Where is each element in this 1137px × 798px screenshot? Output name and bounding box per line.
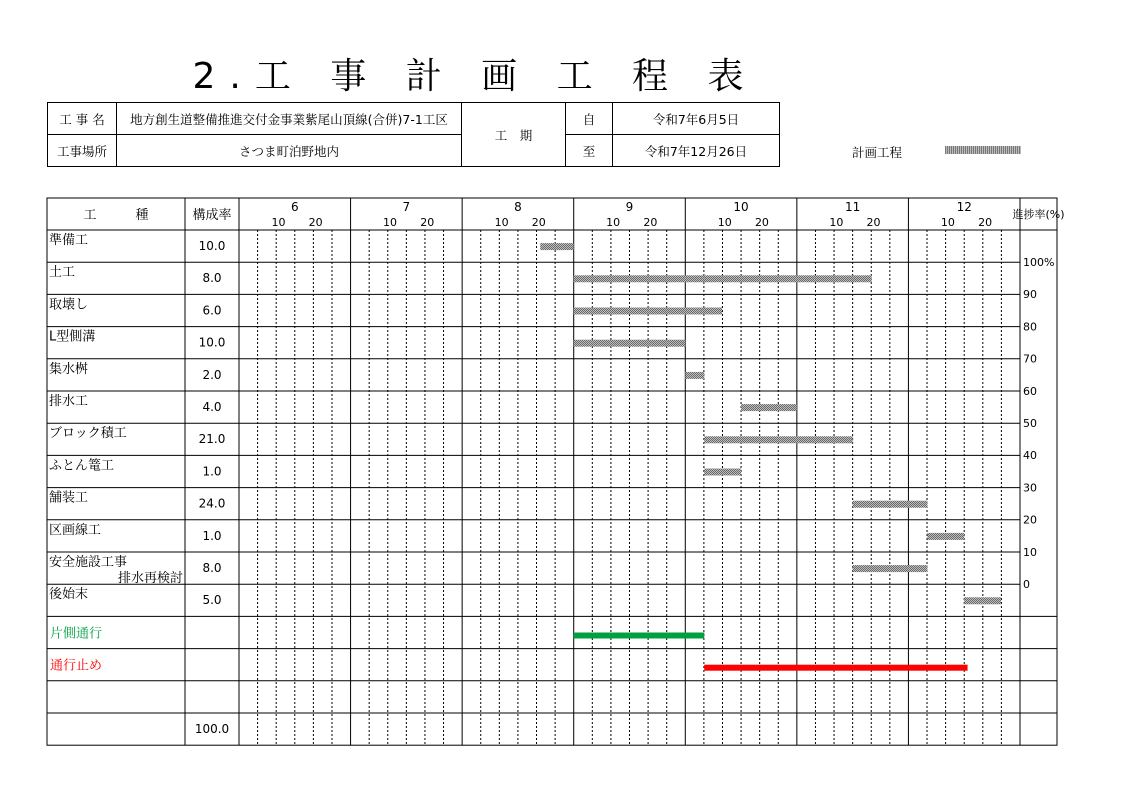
plan-bar xyxy=(853,501,928,508)
task-ratio: 4.0 xyxy=(202,400,222,414)
total-ratio: 100.0 xyxy=(194,722,230,736)
schedule-frame xyxy=(47,198,1057,745)
day-tick-7-10: 10 xyxy=(383,216,398,229)
day-tick-10-10: 10 xyxy=(717,216,732,229)
header-ratio: 構成率 xyxy=(192,208,232,223)
day-tick-11-10: 10 xyxy=(829,216,844,229)
plan-bar xyxy=(574,275,872,282)
day-tick-7-20: 20 xyxy=(420,216,435,229)
month-label-7: 7 xyxy=(402,200,411,214)
task-ratio: 1.0 xyxy=(202,464,222,479)
day-tick-11-20: 20 xyxy=(866,216,881,229)
day-tick-12-10: 10 xyxy=(940,216,955,229)
task-name: L型側溝 xyxy=(49,329,96,345)
plan-bar xyxy=(574,308,722,315)
task-ratio: 10.0 xyxy=(198,335,226,350)
project-place-value: さつま町泊野地内 xyxy=(117,135,462,167)
page-title: 2.工 事 計 画 工 程 表 xyxy=(192,56,758,97)
legend-label: 計画工程 xyxy=(852,145,903,160)
progress-tick: 10 xyxy=(1023,545,1037,559)
task-name: 取壊し xyxy=(49,297,89,313)
progress-tick: 20 xyxy=(1023,513,1037,527)
task-ratio: 5.0 xyxy=(202,593,222,608)
progress-tick: 60 xyxy=(1023,384,1037,398)
month-label-12: 12 xyxy=(956,200,972,214)
project-name-value: 地方創生道整備推進交付金事業紫尾山頂線(合併)7-1工区 xyxy=(117,103,462,135)
plan-bar xyxy=(964,597,1001,604)
month-label-6: 6 xyxy=(290,200,299,214)
task-ratio: 21.0 xyxy=(198,432,226,447)
plan-bar xyxy=(540,243,573,250)
progress-tick: 90 xyxy=(1023,288,1037,302)
month-label-9: 9 xyxy=(625,200,634,214)
task-name: ふとん篭工 xyxy=(49,458,115,474)
month-label-11: 11 xyxy=(845,200,861,214)
day-tick-9-20: 20 xyxy=(643,216,658,229)
plan-bar xyxy=(927,533,964,540)
plan-bar xyxy=(685,372,704,379)
day-tick-10-20: 20 xyxy=(754,216,769,229)
plan-bar xyxy=(704,436,852,443)
progress-tick: 40 xyxy=(1023,449,1037,463)
month-label-10: 10 xyxy=(733,200,749,214)
task-ratio: 8.0 xyxy=(202,271,222,286)
plan-bar xyxy=(741,404,797,411)
period-to-value: 令和7年12月26日 xyxy=(613,135,780,167)
day-tick-8-20: 20 xyxy=(531,216,546,229)
task-name-sub: 排水再検討 xyxy=(117,571,183,586)
progress-tick: 70 xyxy=(1023,352,1037,366)
progress-tick: 100% xyxy=(1023,256,1055,269)
task-ratio: 6.0 xyxy=(202,303,222,318)
traffic-name: 通行止め xyxy=(50,658,103,674)
plan-bar xyxy=(853,565,928,572)
progress-tick: 30 xyxy=(1023,481,1037,495)
progress-tick: 0 xyxy=(1023,578,1030,591)
day-tick-12-20: 20 xyxy=(978,216,993,229)
task-ratio: 10.0 xyxy=(198,239,226,253)
traffic-bar xyxy=(574,633,705,639)
progress-tick: 80 xyxy=(1023,320,1037,334)
task-name: 安全施設工事 xyxy=(49,555,128,570)
header-progress: 進捗率(%) xyxy=(1012,208,1065,221)
plan-bar xyxy=(574,340,686,347)
month-label-8: 8 xyxy=(514,200,522,214)
task-name: 排水工 xyxy=(49,394,89,409)
day-tick-9-10: 10 xyxy=(606,216,621,229)
header-work-type: 工 種 xyxy=(83,208,149,223)
task-name: ブロック積工 xyxy=(49,426,127,442)
day-tick-6-10: 10 xyxy=(271,216,286,229)
task-name: 集水桝 xyxy=(49,361,89,377)
traffic-bar xyxy=(704,665,967,671)
day-tick-6-20: 20 xyxy=(308,216,323,229)
period-from-label: 自 xyxy=(566,103,613,135)
project-place-label: 工事場所 xyxy=(48,135,117,167)
task-ratio: 24.0 xyxy=(198,496,226,511)
plan-bar xyxy=(704,469,741,476)
task-name: 準備工 xyxy=(49,233,89,248)
task-ratio: 2.0 xyxy=(202,367,222,382)
period-from-value: 令和7年6月5日 xyxy=(613,103,780,135)
task-name: 区画線工 xyxy=(49,522,102,538)
day-tick-8-10: 10 xyxy=(494,216,509,229)
task-name: 土工 xyxy=(49,265,76,281)
traffic-name: 片側通行 xyxy=(50,626,103,642)
task-name: 舗装工 xyxy=(49,490,89,506)
progress-tick: 50 xyxy=(1023,417,1037,430)
period-label: 工 期 xyxy=(462,103,566,167)
task-ratio: 8.0 xyxy=(202,561,222,575)
period-to-label: 至 xyxy=(566,135,613,167)
task-name: 後始末 xyxy=(49,587,89,603)
project-name-label: 工 事 名 xyxy=(48,103,117,135)
task-ratio: 1.0 xyxy=(202,528,222,543)
